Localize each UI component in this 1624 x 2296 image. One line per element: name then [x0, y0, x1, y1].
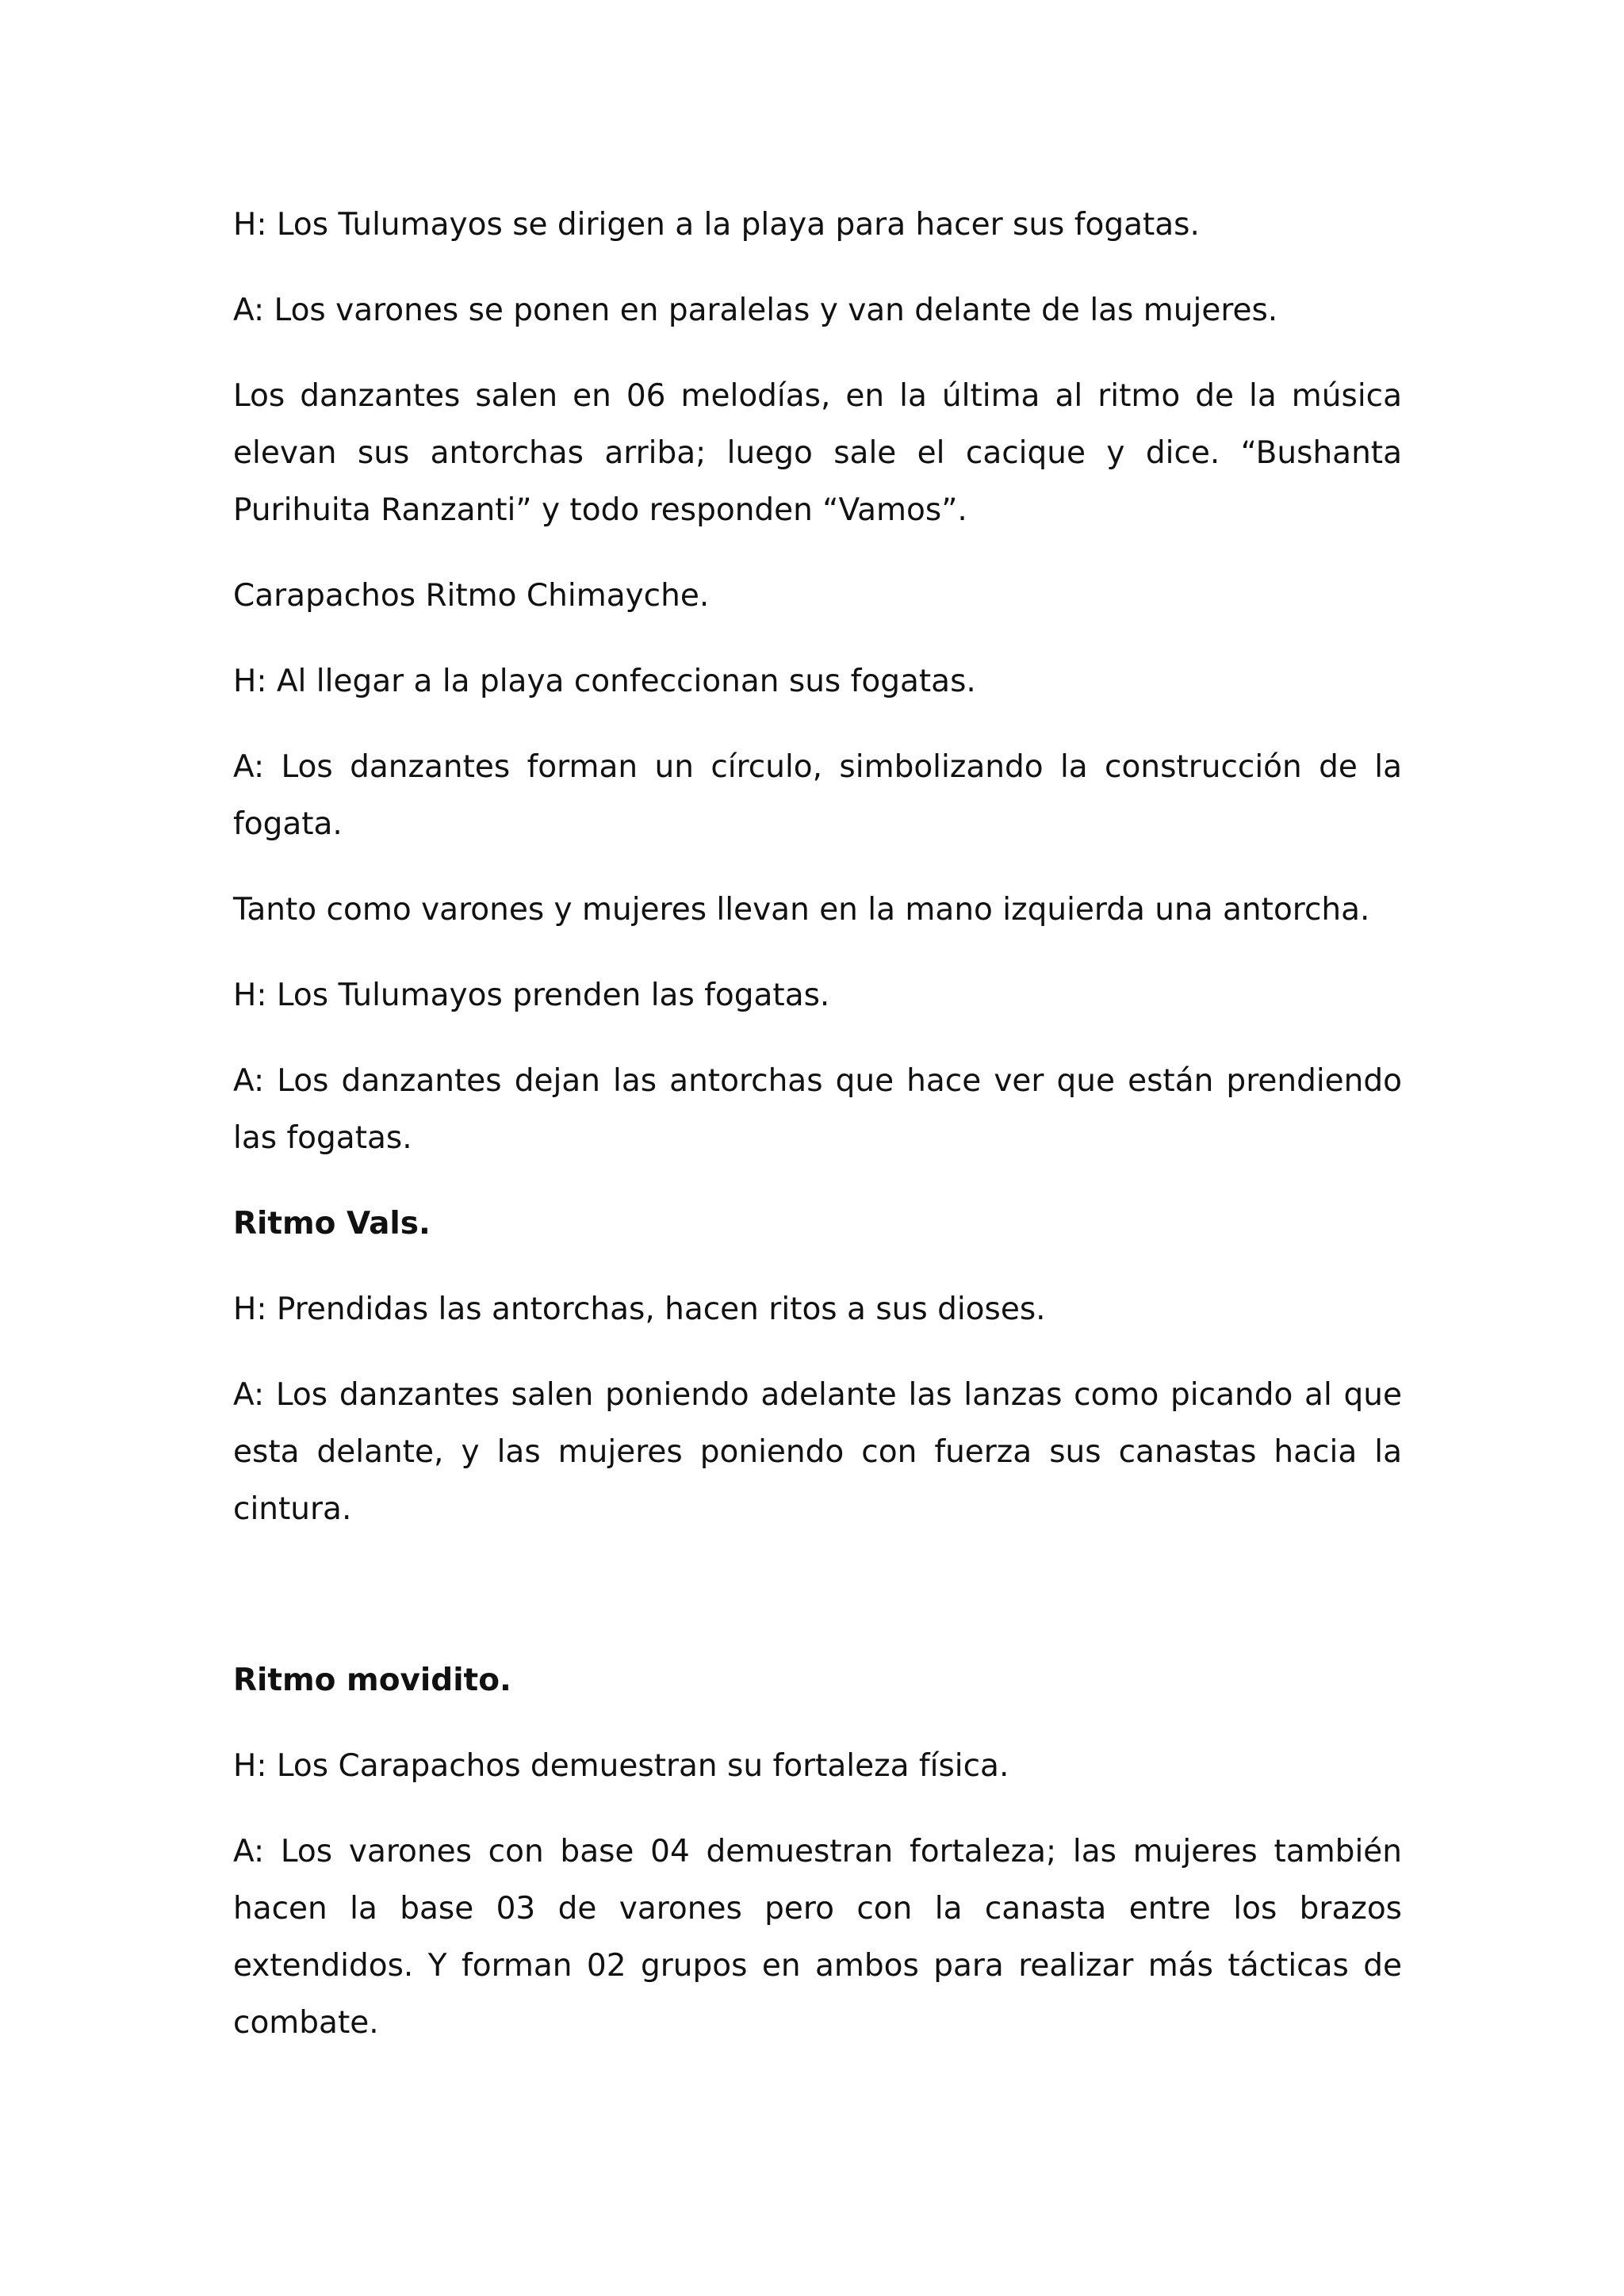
- document-body: [233, 197, 1402, 2080]
- paragraph-danzantes-melodias: Los danzantes salen en 06 melodías, en la última al ritmo de la música elevan sus antorchas arriba; luego sale el cacique y dice. “Bushanta Purihuita Ranzanti” y todo responden “Vamos”.: [233, 378, 1402, 528]
- paragraph-llegar-playa: H: Al llegar a la playa confeccionan sus fogatas.: [233, 664, 976, 699]
- paragraph-varones-paralelas: A: Los varones se ponen en paralelas y van delante de las mujeres.: [233, 293, 1278, 328]
- spacer: [233, 1567, 1402, 1652]
- paragraph-danzantes-circulo: A: Los danzantes forman un círculo, simbolizando la construcción de la fogata.: [233, 749, 1402, 842]
- paragraph-antorcha-mano: Tanto como varones y mujeres llevan en la mano izquierda una antorcha.: [233, 892, 1370, 928]
- heading-ritmo-vals: Ritmo Vals.: [233, 1206, 431, 1242]
- paragraph-dejan-antorchas: A: Los danzantes dejan las antorchas que hace ver que están prendiendo las fogatas.: [233, 1063, 1402, 1156]
- paragraph-carapachos-chimayche: Carapachos Ritmo Chimayche.: [233, 578, 710, 614]
- paragraph-ritos-dioses: H: Prendidas las antorchas, hacen ritos a sus dioses.: [233, 1292, 1046, 1327]
- paragraph-base-grupos: A: Los varones con base 04 demuestran fortaleza; las mujeres también hacen la base 03 de varones pero con la canasta entre los brazos extendidos. Y forman 02 grupos en ambos para realizar más tácticas de combate.: [233, 1834, 1402, 2041]
- paragraph-lanzas-canastas: A: Los danzantes salen poniendo adelante las lanzas como picando al que esta delante, y las mujeres poniendo con fuerza sus canastas hacia la cintura.: [233, 1377, 1402, 1527]
- paragraph-fortaleza-fisica: H: Los Carapachos demuestran su fortaleza física.: [233, 1748, 1009, 1784]
- heading-ritmo-movidito: Ritmo movidito.: [233, 1663, 511, 1698]
- paragraph-tulumayos-playa: H: Los Tulumayos se dirigen a la playa para hacer sus fogatas.: [233, 207, 1200, 243]
- paragraph-prenden-fogatas: H: Los Tulumayos prenden las fogatas.: [233, 978, 830, 1013]
